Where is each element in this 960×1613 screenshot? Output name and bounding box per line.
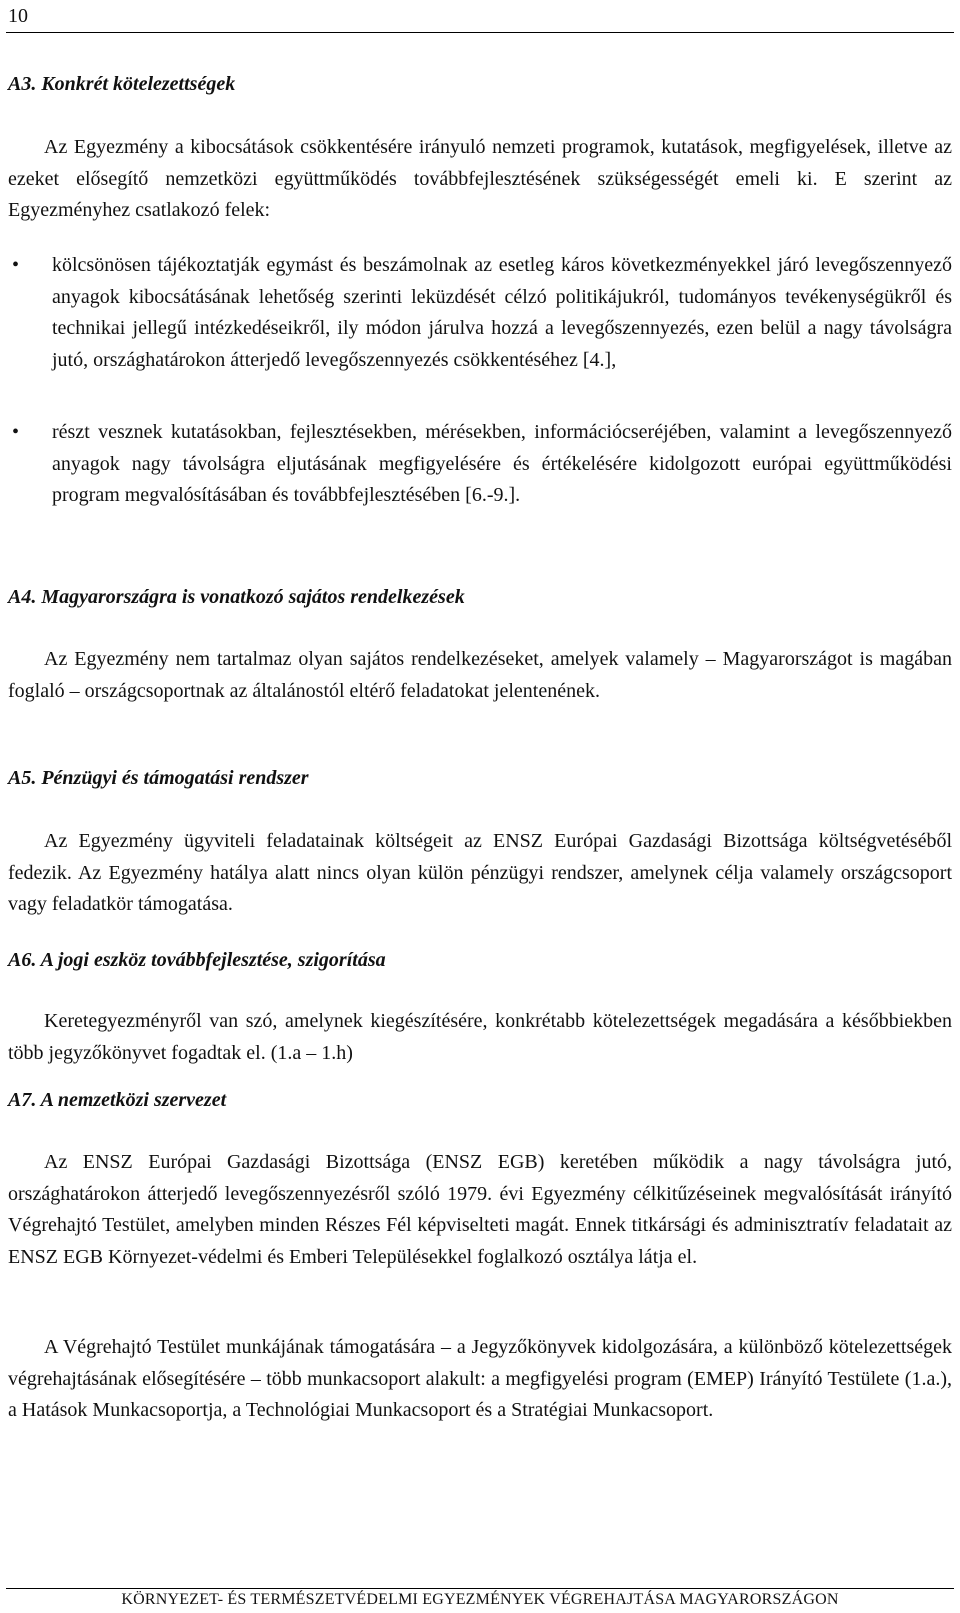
list-item [8,417,952,512]
section-a6-text: Keretegyezményről van szó, amelynek kiegészítésére, konkrétabb kötelezettségek megadására a későbbiekben több jegyzőkönyvet fogadtak el. (1.a – 1.h) [8,1010,952,1064]
section-a7-text-1: Az ENSZ Európai Gazdasági Bizottsága (ENSZ EGB) keretében működik a nagy távolságra jutó, országhatárokon átterjedő levegőszennyezésről szóló 1979. évi Egyezmény célkitűzéseinek megvalósítását irányító Végrehajtó Testület, amelyben minden Részes Fél képviselteti magát. Ennek titkársági és adminisztratív feladatait az ENSZ EGB Környezet-védelmi és Emberi Településekkel foglalkozó osztálya látja el. [8,1151,952,1268]
header-rule [6,32,954,33]
bullet-icon: • [12,254,20,276]
list-item-text: részt vesznek kutatásokban, fejlesztésekben, mérésekben, információcseréjében, valamint a levegőszennyező anyagok nagy távolságra eljutásának megfigyelésére és értékelésére kidolgozott európai együttműködési program megvalósításában és továbbfejlesztésében [6.-9.]. [52,421,952,506]
section-a4-text: Az Egyezmény nem tartalmaz olyan sajátos rendelkezéseket, amelyek valamely – Magyarországot is magában foglaló – országcsoportnak az általánostól eltérő feladatokat jelentenének. [8,648,952,702]
page-number: 10 [8,5,28,27]
section-a7-text-2: A Végrehajtó Testület munkájának támogatására – a Jegyzőkönyvek kidolgozására, a különböző kötelezettségek végrehajtásának elősegítésére – több munkacsoport alakult: a megfigyelési program (EMEP) Irányító Testülete (1.a.), a Hatások Munkacsoportja, a Technológiai Munkacsoport és a Stratégiai Munkacsoport. [8,1336,952,1421]
page-footer: KÖRNYEZET- ÉS TERMÉSZETVÉDELMI EGYEZMÉNYEK VÉGREHAJTÁSA MAGYARORSZÁGON [121,1591,839,1608]
section-heading-a3: A3. Konkrét kötelezettségek [8,73,236,95]
section-a5-text: Az Egyezmény ügyviteli feladatainak költségeit az ENSZ Európai Gazdasági Bizottsága költségvetéséből fedezik. Az Egyezmény hatálya alatt nincs olyan külön pénzügyi rendszer, amelynek célja valamely országcsoport vagy feladatkör támogatása. [8,830,952,915]
section-heading-a6: A6. A jogi eszköz továbbfejlesztése, szigorítása [8,949,386,971]
section-heading-a4: A4. Magyarországra is vonatkozó sajátos rendelkezések [8,586,465,608]
list-item [8,250,952,376]
section-heading-a7: A7. A nemzetközi szervezet [8,1089,227,1111]
list-item-text: kölcsönösen tájékoztatják egymást és beszámolnak az esetleg káros következményekkel járó levegőszennyező anyagok kibocsátásának lehetőség szerinti leküzdését célzó politikájukról, tudományos tevékenységükről és technikai jellegű intézkedéseikről, ily módon járulva hozzá a levegőszennyezés, ezen belül a nagy távolságra jutó, országhatárokon átterjedő levegőszennyezés csökkentéséhez [4.], [52,254,952,371]
bullet-icon: • [12,421,20,443]
section-a3-intro: Az Egyezmény a kibocsátások csökkentésére irányuló nemzeti programok, kutatások, megfigyelések, illetve az ezeket elősegítő nemzetközi együttműködés továbbfejlesztésének szükségességét emeli ki. E szerint az Egyezményhez csatlakozó felek: [8,136,952,221]
section-heading-a5: A5. Pénzügyi és támogatási rendszer [8,767,309,789]
